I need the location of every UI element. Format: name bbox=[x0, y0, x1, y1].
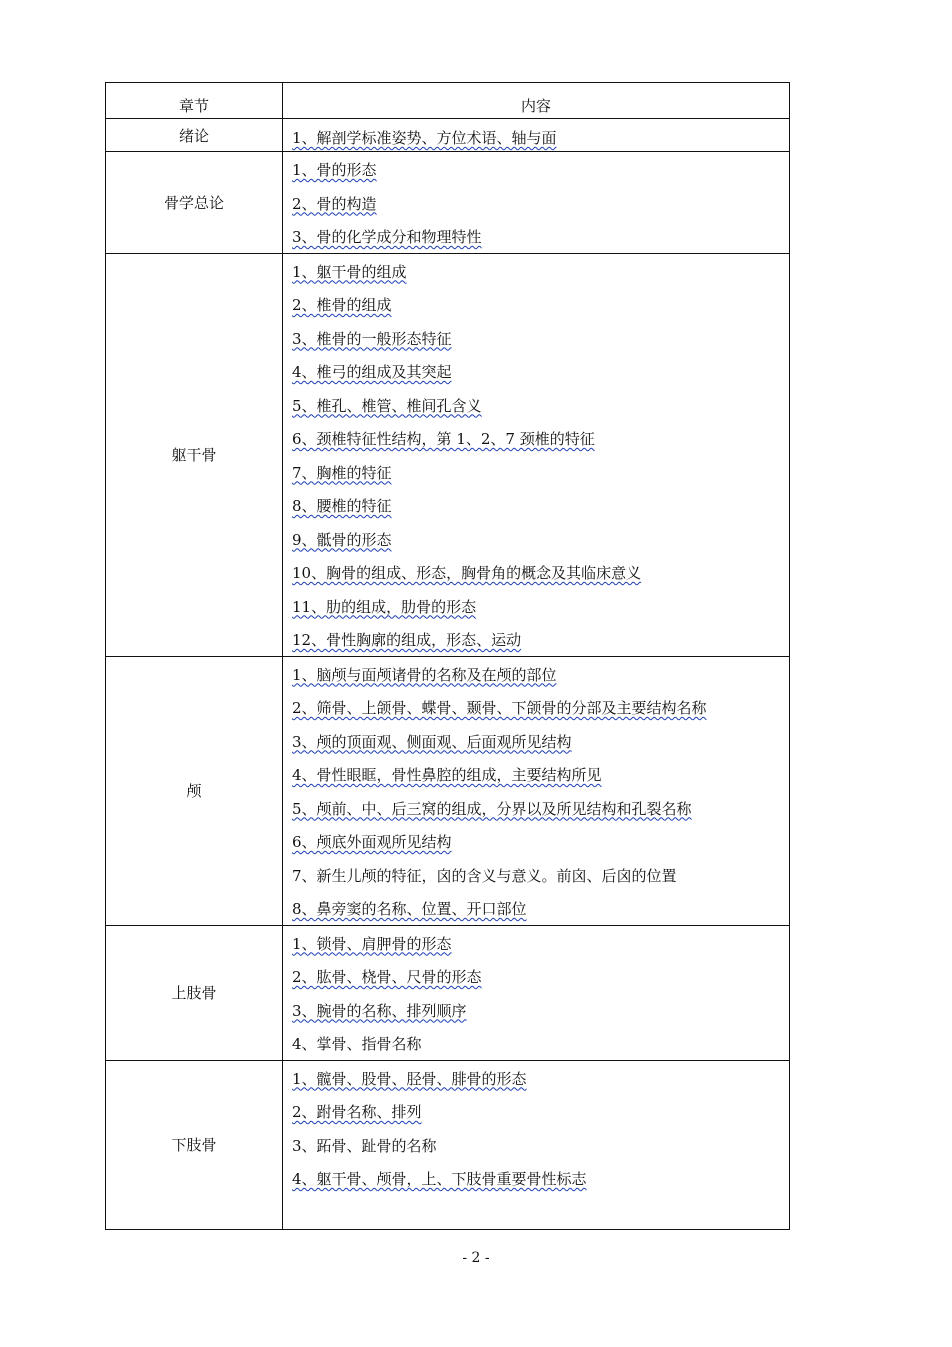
content-item: 2、跗骨名称、排列 bbox=[292, 1103, 422, 1121]
content-item: 5、颅前、中、后三窝的组成，分界以及所见结构和孔裂名称 bbox=[292, 799, 692, 818]
section-row-skull bbox=[106, 656, 790, 925]
content-item: 3、腕骨的名称、排列顺序 bbox=[292, 1001, 467, 1020]
chapter-cell: 躯干骨 bbox=[106, 253, 283, 656]
content-item: 4、椎弓的组成及其突起 bbox=[292, 363, 452, 381]
section-row-upper-limb-bones bbox=[106, 925, 790, 1060]
header-chapter: 章节 bbox=[106, 83, 283, 119]
content-item: 8、鼻旁窦的名称、位置、开口部位 bbox=[292, 900, 527, 918]
content-item: 1、髋骨、股骨、胫骨、腓骨的形态 bbox=[292, 1069, 527, 1088]
chapter-cell: 上肢骨 bbox=[106, 925, 283, 1060]
content-item: 12、骨性胸廓的组成，形态、运动 bbox=[292, 631, 522, 649]
chapter-cell: 绪论 bbox=[106, 119, 283, 152]
page-number: - 2 - bbox=[462, 1250, 490, 1266]
content-item: 6、颅底外面观所见结构 bbox=[292, 833, 452, 851]
section-row-intro bbox=[106, 119, 790, 152]
content-item: 1、锁骨、肩胛骨的形态 bbox=[292, 934, 452, 953]
content-item: 8、腰椎的特征 bbox=[292, 497, 392, 515]
content-item: 3、骨的化学成分和物理特性 bbox=[292, 228, 482, 246]
content-item: 7、胸椎的特征 bbox=[292, 463, 392, 482]
content-cell bbox=[283, 152, 790, 254]
content-cell bbox=[283, 656, 790, 925]
content-item: 5、椎孔、椎管、椎间孔含义 bbox=[292, 396, 482, 415]
content-item: 11、肋的组成，肋骨的形态 bbox=[292, 597, 477, 616]
content-cell bbox=[283, 1060, 790, 1229]
content-item: 10、胸骨的组成、形态，胸骨角的概念及其临床意义 bbox=[292, 564, 642, 582]
content-item: 1、骨的形态 bbox=[292, 161, 377, 179]
content-cell bbox=[283, 925, 790, 1060]
section-row-trunk-bones bbox=[106, 253, 790, 656]
section-row-lower-limb-bones bbox=[106, 1060, 790, 1229]
content-item: 1、躯干骨的组成 bbox=[292, 262, 407, 281]
content-item: 2、肱骨、桡骨、尺骨的形态 bbox=[292, 968, 482, 986]
chapter-cell: 骨学总论 bbox=[106, 152, 283, 254]
header-row bbox=[106, 83, 790, 119]
content-item: 7、新生儿颅的特征，囟的含义与意义。前囟、后囟的位置 bbox=[292, 866, 677, 885]
header-content: 内容 bbox=[283, 83, 790, 119]
syllabus-table bbox=[105, 82, 790, 1230]
content-item: 2、骨的构造 bbox=[292, 194, 377, 213]
empty-spacer bbox=[292, 1195, 789, 1229]
content-item: 1、解剖学标准姿势、方位术语、轴与面 bbox=[292, 129, 557, 147]
content-item: 2、椎骨的组成 bbox=[292, 296, 392, 314]
content-item: 1、脑颅与面颅诸骨的名称及在颅的部位 bbox=[292, 665, 557, 684]
content-item: 4、躯干骨、颅骨，上、下肢骨重要骨性标志 bbox=[292, 1170, 587, 1188]
content-item: 3、颅的顶面观、侧面观、后面观所见结构 bbox=[292, 732, 572, 751]
content-cell bbox=[283, 253, 790, 656]
content-item: 9、骶骨的形态 bbox=[292, 530, 392, 549]
content-item: 2、筛骨、上颌骨、蝶骨、颞骨、下颌骨的分部及主要结构名称 bbox=[292, 699, 707, 717]
content-item: 4、掌骨、指骨名称 bbox=[292, 1035, 422, 1053]
content-item: 6、颈椎特征性结构，第 1、2、7 颈椎的特征 bbox=[292, 430, 595, 448]
content-cell bbox=[283, 119, 790, 152]
chapter-cell: 颅 bbox=[106, 656, 283, 925]
content-item: 4、骨性眼眶，骨性鼻腔的组成，主要结构所见 bbox=[292, 766, 602, 784]
chapter-cell: 下肢骨 bbox=[106, 1060, 283, 1229]
content-item: 3、跖骨、趾骨的名称 bbox=[292, 1136, 437, 1155]
content-item: 3、椎骨的一般形态特征 bbox=[292, 329, 452, 348]
section-row-osteology-general bbox=[106, 152, 790, 254]
